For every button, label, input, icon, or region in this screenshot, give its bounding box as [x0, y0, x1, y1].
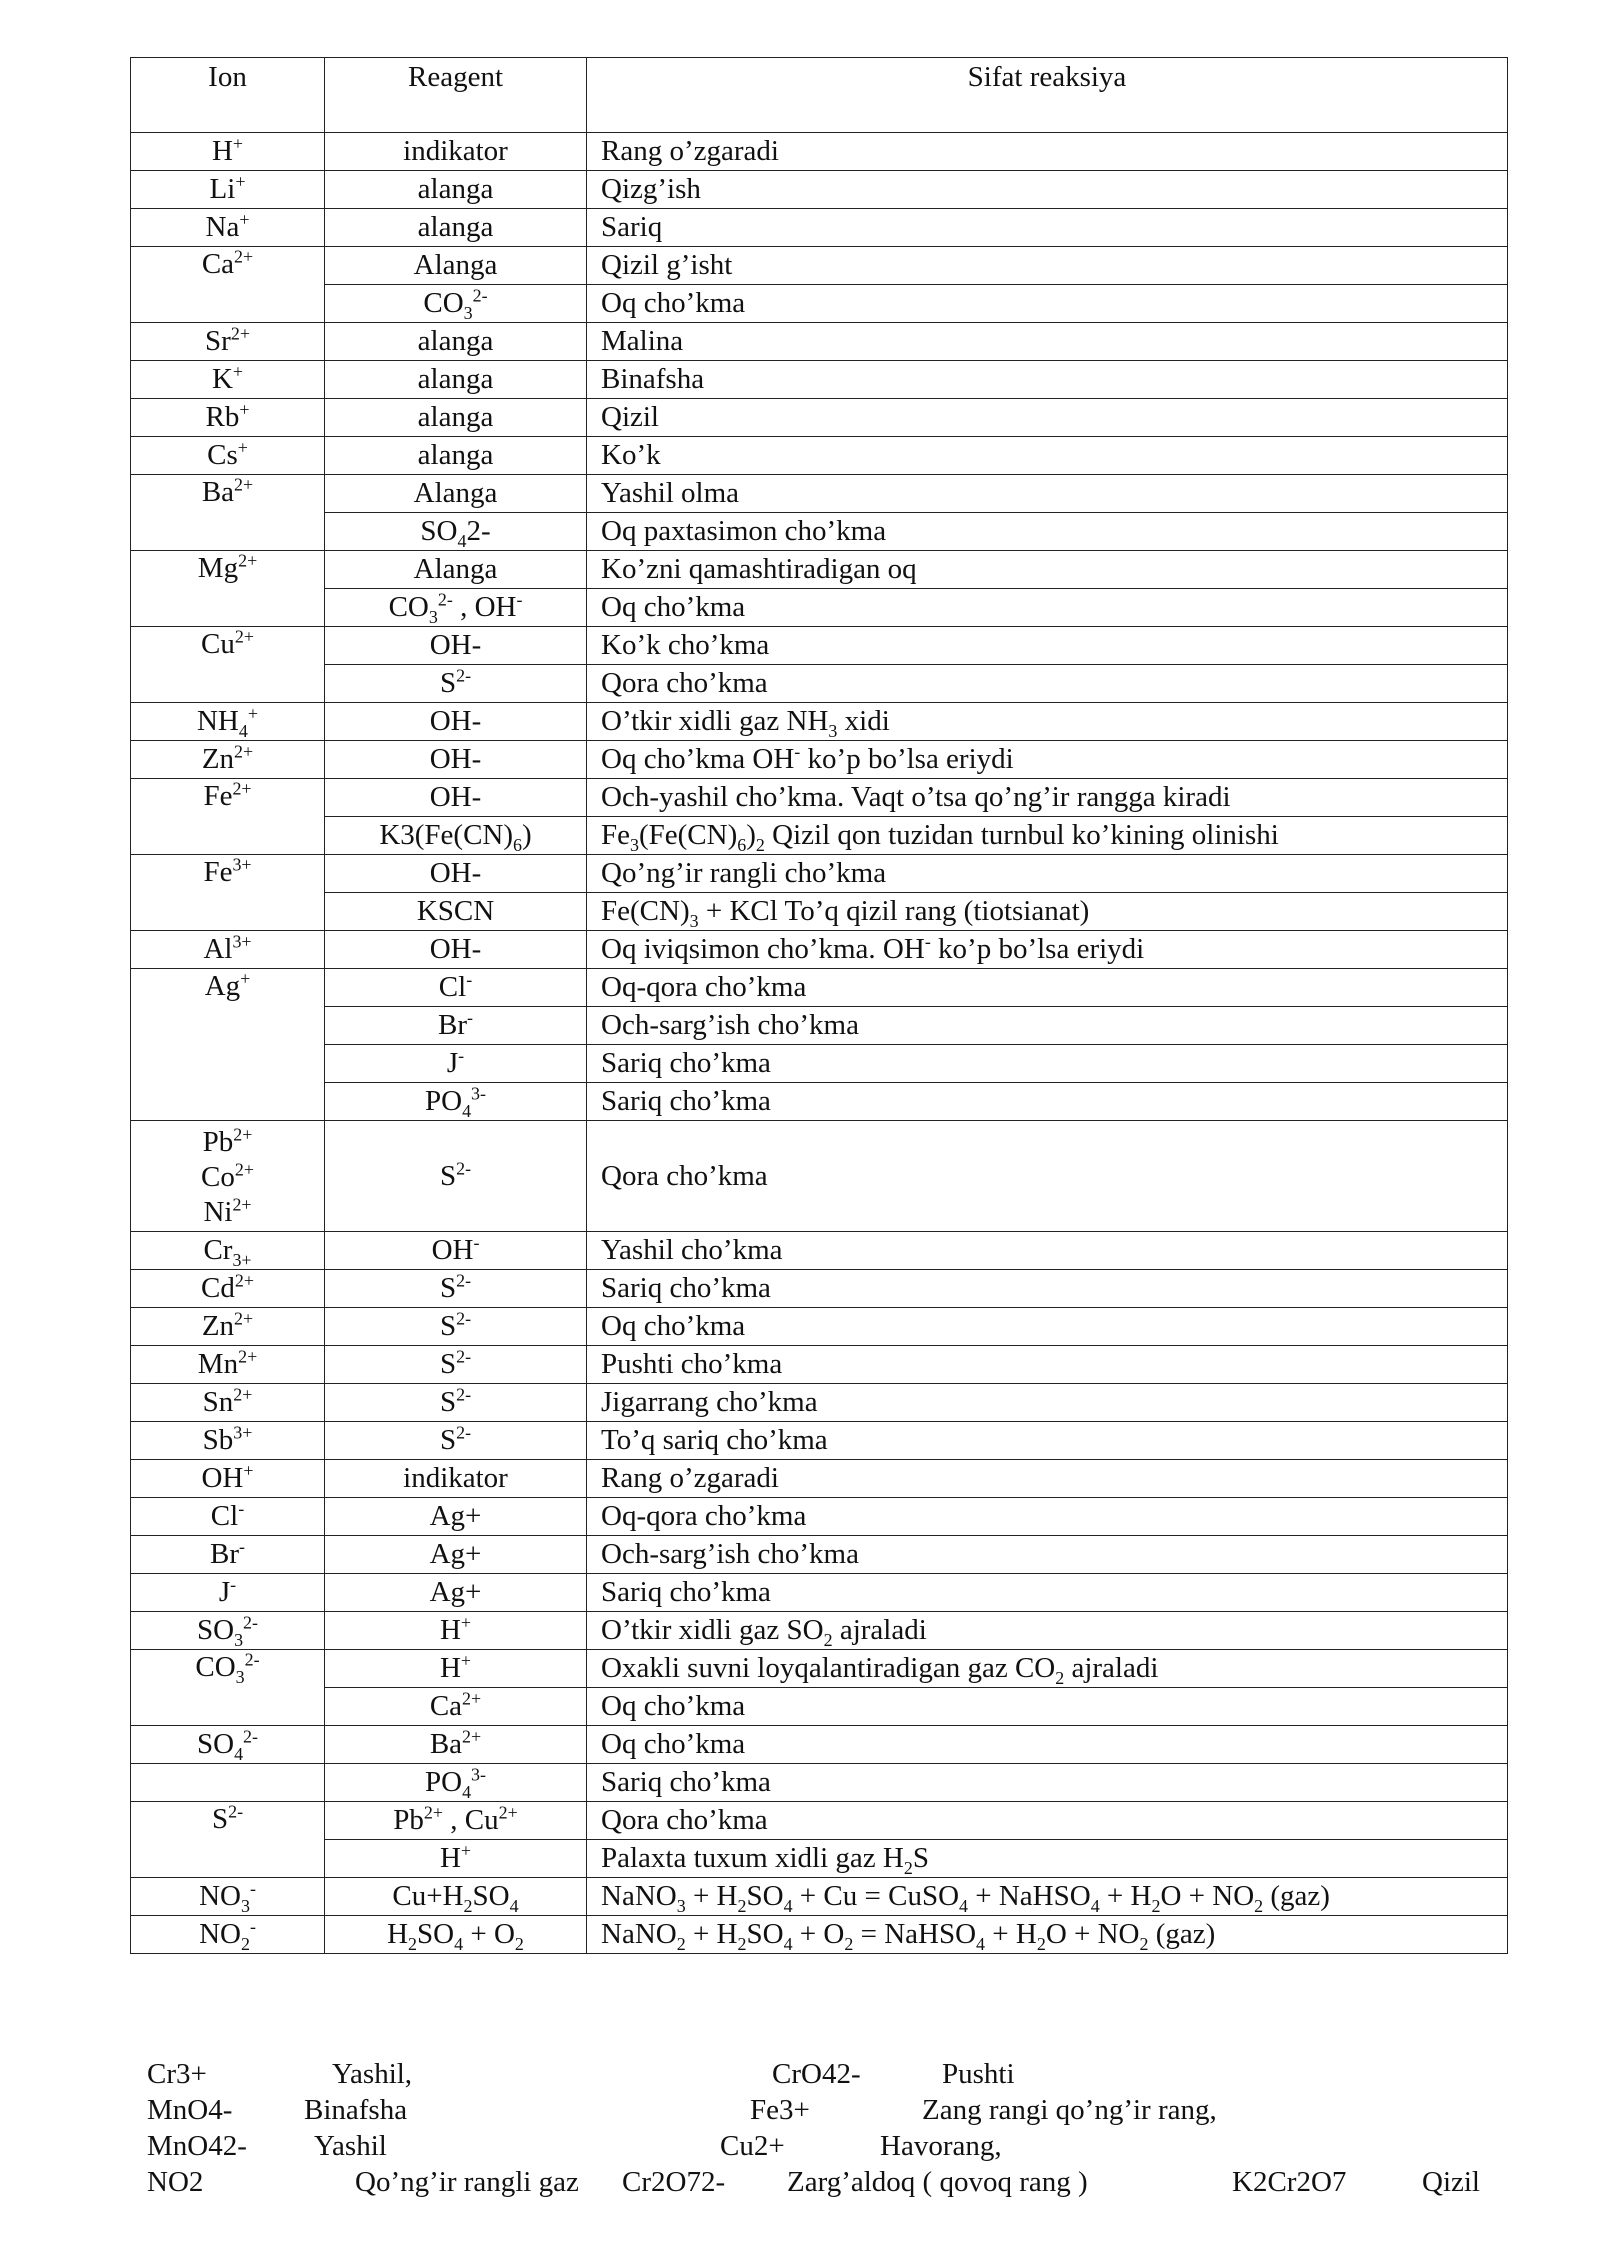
ion-cell: Br-: [131, 1536, 325, 1574]
table-row: [131, 1916, 1508, 1954]
reaction-cell: Malina: [587, 323, 1508, 361]
table-row: [131, 1764, 1508, 1802]
reagent-cell: OH-: [325, 779, 587, 817]
reagent-cell: $SO_42-$: [325, 513, 587, 551]
reaction-cell: Oq cho’kma: [587, 1726, 1508, 1764]
reagent-cell: OH-: [325, 931, 587, 969]
reagent-cell: Cl-: [325, 969, 587, 1007]
ion-cell: K+: [131, 361, 325, 399]
reagent-cell: OH-: [325, 627, 587, 665]
reaction-cell: Sariq cho’kma: [587, 1045, 1508, 1083]
table-row: [131, 323, 1508, 361]
reaction-cell: Yashil cho’kma: [587, 1232, 1508, 1270]
reagent-cell: alanga: [325, 323, 587, 361]
reaction-cell: To’q sariq cho’kma: [587, 1422, 1508, 1460]
reaction-cell: Binafsha: [587, 361, 1508, 399]
table-row: [131, 209, 1508, 247]
reaction-cell: Rang o’zgaradi: [587, 1460, 1508, 1498]
reagent-cell: $S^{2-}$: [325, 1422, 587, 1460]
table-row: [131, 1232, 1508, 1270]
table-row: [131, 1007, 1508, 1045]
ion-cell: $SO_3^{2-}$: [131, 1612, 325, 1650]
reaction-cell: Qora cho’kma: [587, 665, 1508, 703]
reaction-cell: Sariq cho’kma: [587, 1270, 1508, 1308]
header-reaction: Sifat reaksiya: [587, 58, 1508, 133]
reaction-cell: Oq cho’kma: [587, 589, 1508, 627]
table-row: [131, 1045, 1508, 1083]
reagent-cell: OH-: [325, 1232, 587, 1270]
reagent-cell: OH-: [325, 741, 587, 779]
ion-cell: Cl-: [131, 1498, 325, 1536]
reaction-cell: Ko’zni qamashtiradigan oq: [587, 551, 1508, 589]
reagent-cell: KSCN: [325, 893, 587, 931]
ion-cell: OH+: [131, 1460, 325, 1498]
table-row: [131, 1121, 1508, 1232]
table-row: [131, 1536, 1508, 1574]
reagent-cell: Br-: [325, 1007, 587, 1045]
reaction-cell: Oq cho’kma: [587, 1688, 1508, 1726]
reaction-cell: Sariq cho’kma: [587, 1574, 1508, 1612]
table-row: [131, 817, 1508, 855]
reagent-cell: $S^{2-}$: [325, 1308, 587, 1346]
reagent-cell: Ag+: [325, 1574, 587, 1612]
reaction-cell: Ko’k: [587, 437, 1508, 475]
reagent-cell: J-: [325, 1045, 587, 1083]
table-row: [131, 1726, 1508, 1764]
header-reagent: Reagent: [325, 58, 587, 133]
reagent-cell: $H_2SO_4 + O_2$: [325, 1916, 587, 1954]
note-text: Qo’ng’ir rangli gaz: [355, 2166, 579, 2198]
table-row: [131, 1574, 1508, 1612]
note-text: MnO42-: [147, 2130, 247, 2162]
table-row: [131, 855, 1508, 893]
table-row: [131, 1840, 1508, 1878]
ion-cell: $S^{2-}$: [131, 1802, 325, 1878]
reagent-cell: $S^{2-}$: [325, 1346, 587, 1384]
reagent-cell: $Pb^{2+}$ , $Cu^{2+}$: [325, 1802, 587, 1840]
table-row: [131, 551, 1508, 589]
color-notes: [147, 2058, 1527, 2228]
ion-cell: $Zn^{2+}$: [131, 741, 325, 779]
reaction-cell: Pushti cho’kma: [587, 1346, 1508, 1384]
reagent-cell: H+: [325, 1612, 587, 1650]
reaction-cell: Sariq: [587, 209, 1508, 247]
ion-cell: Na+: [131, 209, 325, 247]
note-text: Cr2O72-: [622, 2166, 726, 2198]
reaction-cell: O’tkir xidli gaz $NH_3$ xidi: [587, 703, 1508, 741]
note-text: Fe3+: [750, 2094, 810, 2126]
ion-cell: $Cr_{3+}$: [131, 1232, 325, 1270]
note-text: MnO4-: [147, 2094, 233, 2126]
reaction-cell: Jigarrang cho’kma: [587, 1384, 1508, 1422]
table-row: [131, 1083, 1508, 1121]
reaction-cell: Qizil: [587, 399, 1508, 437]
reaction-cell: Qo’ng’ir rangli cho’kma: [587, 855, 1508, 893]
reaction-cell: Qora cho’kma: [587, 1802, 1508, 1840]
reaction-cell: Och-yashil cho’kma. Vaqt o’tsa qo’ng’ir rangga kiradi: [587, 779, 1508, 817]
reagent-cell: Ag+: [325, 1536, 587, 1574]
reagent-cell: $Ba^{2+}$: [325, 1726, 587, 1764]
reaction-cell: NaNO$_3$ + $H_2SO_4 + Cu$ = CuSO$_4$ + NaHSO$_4$ + $H_2O + NO_2$ (gaz): [587, 1878, 1508, 1916]
reaction-cell: Sariq cho’kma: [587, 1083, 1508, 1121]
reaction-cell: Och-sarg’ish cho’kma: [587, 1007, 1508, 1045]
reagent-cell: alanga: [325, 437, 587, 475]
reaction-cell: Oq cho’kma: [587, 1308, 1508, 1346]
table-row: [131, 437, 1508, 475]
reagent-cell: indikator: [325, 133, 587, 171]
table-row: [131, 1346, 1508, 1384]
note-text: Havorang,: [880, 2130, 1002, 2162]
table-row: [131, 589, 1508, 627]
note-text: Binafsha: [304, 2094, 408, 2126]
ion-cell: H+: [131, 133, 325, 171]
reaction-cell: Rang o’zgaradi: [587, 133, 1508, 171]
reaction-cell: NaNO$_2$ + $H_2SO_4 + O_2$ = NaHSO$_4$ + $H_2O + NO_2$ (gaz): [587, 1916, 1508, 1954]
table-row: [131, 133, 1508, 171]
reagent-cell: $S^{2-}$: [325, 1270, 587, 1308]
table-row: [131, 627, 1508, 665]
table-body: [131, 133, 1508, 1954]
ion-cell: Cs+: [131, 437, 325, 475]
reagent-cell: $K3(Fe(CN)_6)$: [325, 817, 587, 855]
ion-cell: $NO_3^-$: [131, 1878, 325, 1916]
table-row: [131, 1688, 1508, 1726]
reagent-cell: $PO_4^{3-}$: [325, 1083, 587, 1121]
table-row: [131, 1422, 1508, 1460]
reagent-cell: alanga: [325, 171, 587, 209]
reaction-cell: O’tkir xidli gaz $SO_2$ ajraladi: [587, 1612, 1508, 1650]
note-text: Qizil: [1422, 2166, 1480, 2198]
ion-cell: $Sr^{2+}$: [131, 323, 325, 361]
ion-cell: $Fe^{3+}$: [131, 855, 325, 931]
ion-cell: Ag+: [131, 969, 325, 1121]
reaction-cell: Qizil g’isht: [587, 247, 1508, 285]
reagent-cell: $S^{2-}$: [325, 1121, 587, 1232]
table-row: [131, 969, 1508, 1007]
note-text: Cu2+: [720, 2130, 785, 2162]
table-row: [131, 893, 1508, 931]
table-row: [131, 741, 1508, 779]
note-text: Zang rangi qo’ng’ir rang,: [922, 2094, 1217, 2126]
table-row: [131, 171, 1508, 209]
reaction-cell: Oq-qora cho’kma: [587, 1498, 1508, 1536]
reagent-cell: Alanga: [325, 247, 587, 285]
reagent-cell: Alanga: [325, 475, 587, 513]
ion-cell: $CO_3^{2-}$: [131, 1650, 325, 1726]
ion-cell: $Fe^{2+}$: [131, 779, 325, 855]
reagent-cell: Ag+: [325, 1498, 587, 1536]
reaction-cell: Qora cho’kma: [587, 1121, 1508, 1232]
table-row: [131, 1498, 1508, 1536]
reaction-cell: Oq cho’kma OH- ko’p bo’lsa eriydi: [587, 741, 1508, 779]
reaction-cell: Och-sarg’ish cho’kma: [587, 1536, 1508, 1574]
ion-cell: $Al^{3+}$: [131, 931, 325, 969]
reaction-cell: Sariq cho’kma: [587, 1764, 1508, 1802]
ion-cell: J-: [131, 1574, 325, 1612]
table-row: [131, 1308, 1508, 1346]
reaction-cell: Oq iviqsimon cho’kma. OH- ko’p bo’lsa eriydi: [587, 931, 1508, 969]
note-text: CrO42-: [772, 2058, 861, 2090]
reaction-cell: $Fe(CN)_3$ + KCl To’q qizil rang (tiotsianat): [587, 893, 1508, 931]
table-row: [131, 513, 1508, 551]
table-row: [131, 931, 1508, 969]
note-text: Cr3+: [147, 2058, 207, 2090]
reagent-cell: OH-: [325, 855, 587, 893]
reaction-cell: Oxakli suvni loyqalantiradigan gaz $CO_2$ ajraladi: [587, 1650, 1508, 1688]
ion-cell: $NH_4^+$: [131, 703, 325, 741]
ion-cell: $Cu^{2+}$: [131, 627, 325, 703]
note-text: Zarg’aldoq ( qovoq rang ): [787, 2166, 1088, 2198]
reaction-cell: $Fe_3(Fe(CN)_6)_2$ Qizil qon tuzidan turnbul ko’kining olinishi: [587, 817, 1508, 855]
ion-cell: $Zn^{2+}$: [131, 1308, 325, 1346]
table-row: [131, 285, 1508, 323]
table-row: [131, 399, 1508, 437]
reagent-cell: alanga: [325, 209, 587, 247]
reaction-cell: Ko’k cho’kma: [587, 627, 1508, 665]
reagent-cell: alanga: [325, 361, 587, 399]
reaction-cell: Qizg’ish: [587, 171, 1508, 209]
table-row: [131, 1878, 1508, 1916]
ion-cell: $Cd^{2+}$: [131, 1270, 325, 1308]
note-text: K2Cr2O7: [1232, 2166, 1347, 2198]
reagent-cell: $CO_3^{2-}$ , OH-: [325, 589, 587, 627]
reaction-cell: Oq cho’kma: [587, 285, 1508, 323]
reagent-cell: H+: [325, 1840, 587, 1878]
reaction-cell: Oq paxtasimon cho’kma: [587, 513, 1508, 551]
table-row: [131, 779, 1508, 817]
ion-cell: $Sb^{3+}$: [131, 1422, 325, 1460]
reagent-cell: $S^{2-}$: [325, 665, 587, 703]
reagent-cell: Alanga: [325, 551, 587, 589]
reaction-cell: Palaxta tuxum xidli gaz $H_2S$: [587, 1840, 1508, 1878]
ion-cell: [131, 1764, 325, 1802]
reagent-cell: $PO_4^{3-}$: [325, 1764, 587, 1802]
table-row: [131, 475, 1508, 513]
reagent-cell: OH-: [325, 703, 587, 741]
reagent-cell: H+: [325, 1650, 587, 1688]
reagent-cell: alanga: [325, 399, 587, 437]
ion-cell: Li+: [131, 171, 325, 209]
reagent-cell: indikator: [325, 1460, 587, 1498]
ion-cell: $Pb^{2+}$ $Co^{2+}$ $Ni^{2+}$: [131, 1121, 325, 1232]
reaction-cell: Yashil olma: [587, 475, 1508, 513]
ion-reaction-table: [130, 57, 1508, 1954]
ion-cell: $SO_4^{2-}$: [131, 1726, 325, 1764]
ion-cell: $Mg^{2+}$: [131, 551, 325, 627]
table-row: [131, 665, 1508, 703]
reagent-cell: $Ca^{2+}$: [325, 1688, 587, 1726]
ion-cell: $Mn^{2+}$: [131, 1346, 325, 1384]
ion-cell: $NO_2^-$: [131, 1916, 325, 1954]
note-text: Pushti: [942, 2058, 1015, 2090]
ion-cell: Rb+: [131, 399, 325, 437]
reagent-cell: $CO_3^{2-}$: [325, 285, 587, 323]
table-row: [131, 247, 1508, 285]
note-text: Yashil: [314, 2130, 387, 2162]
note-text: Yashil,: [332, 2058, 413, 2090]
table-row: [131, 1612, 1508, 1650]
reagent-cell: $Cu+H_2SO_4$: [325, 1878, 587, 1916]
note-text: NO2: [147, 2166, 204, 2198]
table-row: [131, 1270, 1508, 1308]
table-row: [131, 1650, 1508, 1688]
table-row: [131, 703, 1508, 741]
reaction-cell: Oq-qora cho’kma: [587, 969, 1508, 1007]
table-header-row: [131, 58, 1508, 133]
table-row: [131, 1802, 1508, 1840]
header-ion: Ion: [131, 58, 325, 133]
ion-cell: $Sn^{2+}$: [131, 1384, 325, 1422]
table-row: [131, 1384, 1508, 1422]
ion-cell: $Ca^{2+}$: [131, 247, 325, 323]
reagent-cell: $S^{2-}$: [325, 1384, 587, 1422]
table-row: [131, 361, 1508, 399]
table-row: [131, 1460, 1508, 1498]
ion-cell: $Ba^{2+}$: [131, 475, 325, 551]
